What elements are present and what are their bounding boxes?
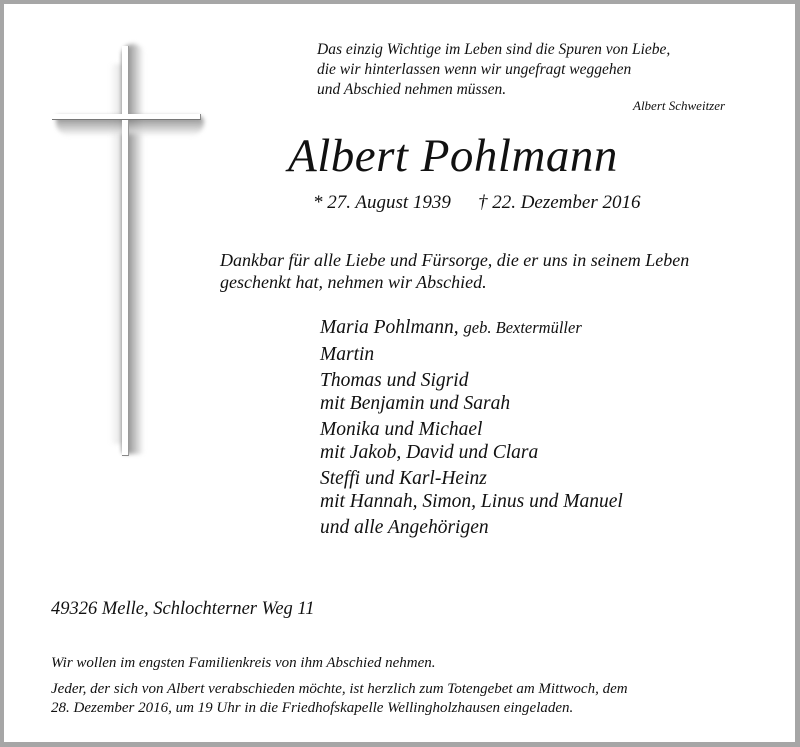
- death-date: † 22. Dezember 2016: [477, 192, 641, 213]
- mourner-line: Steffi und Karl-Heinz: [320, 468, 487, 489]
- spouse-maiden-name: geb. Bextermüller: [463, 318, 582, 337]
- birth-date: * 27. August 1939: [313, 192, 451, 213]
- farewell-line: geschenkt hat, nehmen wir Abschied.: [220, 272, 487, 292]
- family-address: 49326 Melle, Schlochterner Weg 11: [51, 599, 315, 619]
- mourner-line: Thomas und Sigrid: [320, 370, 469, 391]
- epigraph-quote: [317, 40, 670, 100]
- quote-line: und Abschied nehmen müssen.: [317, 81, 507, 98]
- mourner-line: mit Hannah, Simon, Linus und Manuel: [320, 490, 623, 512]
- prayer-invitation: [51, 680, 628, 718]
- life-dates: [313, 192, 640, 214]
- mourner-group: [320, 370, 623, 415]
- deceased-name: Albert Pohlmann: [288, 130, 618, 182]
- quote-line: die wir hinterlassen wenn wir ungefragt weggehen: [317, 61, 632, 78]
- cross-vertical-beam: [122, 46, 129, 456]
- private-farewell-note: Wir wollen im engsten Familienkreis von ihm Abschied nehmen.: [51, 655, 436, 671]
- farewell-text: [220, 249, 689, 293]
- mourner-group: [320, 419, 623, 464]
- mourner-line: Martin: [320, 343, 375, 365]
- invitation-line: 28. Dezember 2016, um 19 Uhr in die Friedhofskapelle Wellingholzhausen eingeladen.: [51, 700, 574, 716]
- mourner-line: Monika und Michael: [320, 419, 483, 440]
- cross-horizontal-beam: [52, 114, 201, 120]
- mourners-list: [320, 317, 623, 544]
- mourner-group: [320, 468, 623, 513]
- obituary-notice: [4, 4, 795, 742]
- farewell-line: Dankbar für alle Liebe und Fürsorge, die er uns in seinem Leben: [220, 250, 690, 270]
- mourner-line: mit Benjamin und Sarah: [320, 392, 511, 414]
- mourner-group: [320, 517, 623, 540]
- mourner-group: [320, 344, 623, 367]
- invitation-line: Jeder, der sich von Albert verabschieden möchte, ist herzlich zum Totengebet am Mittwoch, dem: [51, 681, 628, 697]
- mourner-spouse: [320, 317, 623, 340]
- mourner-line: und alle Angehörigen: [320, 517, 489, 538]
- quote-line: Das einzig Wichtige im Leben sind die Spuren von Liebe,: [317, 41, 671, 58]
- quote-author: Albert Schweitzer: [633, 98, 726, 113]
- spouse-name: Maria Pohlmann,: [320, 317, 459, 338]
- mourner-line: mit Jakob, David und Clara: [320, 441, 539, 463]
- cross-icon: [4, 4, 224, 474]
